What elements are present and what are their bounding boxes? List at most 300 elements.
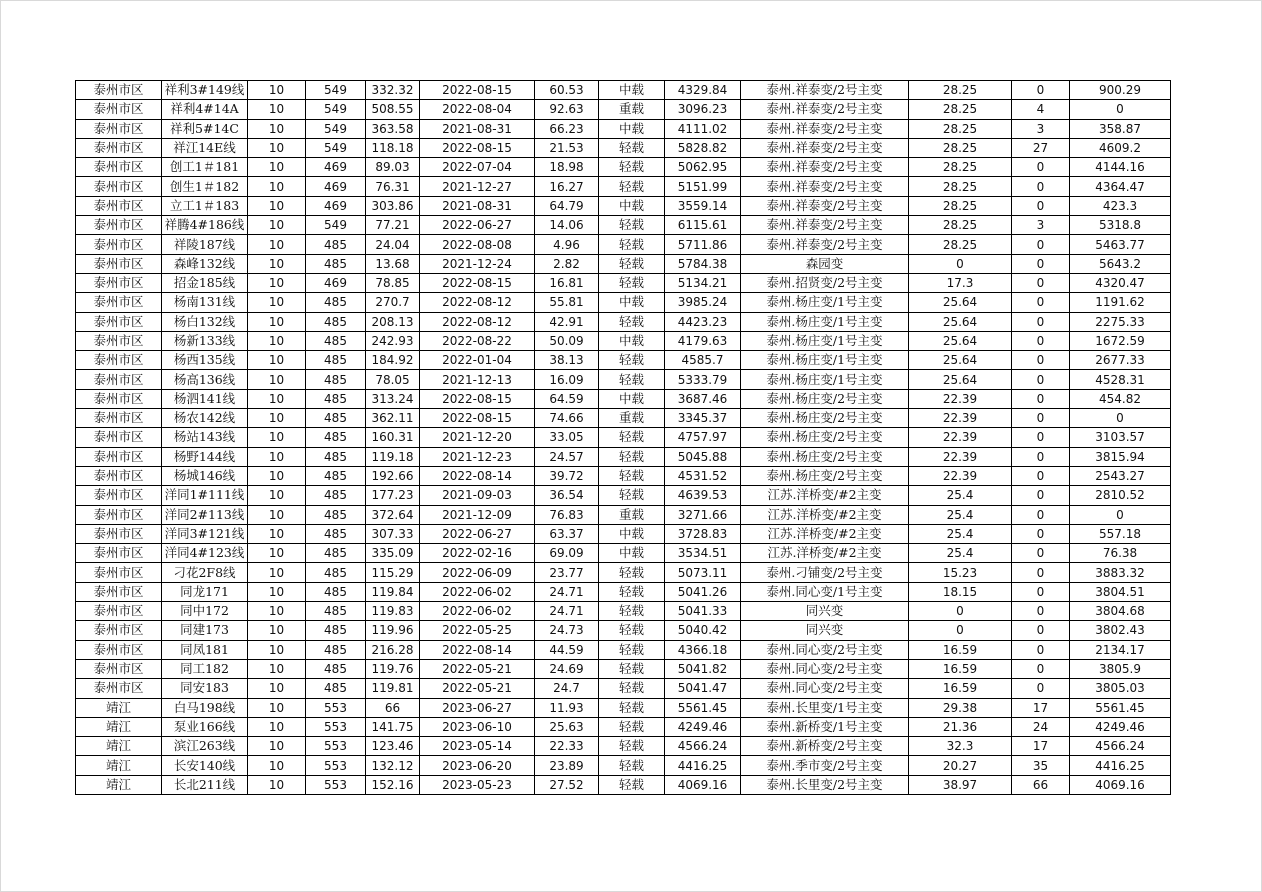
date-cell: 2022-08-15 <box>420 273 535 292</box>
transformer-load-rate-cell: 28.25 <box>909 216 1012 235</box>
district-cell: 泰州市区 <box>76 293 162 312</box>
table-row <box>76 756 1171 775</box>
table-row <box>76 640 1171 659</box>
count-cell: 0 <box>1012 158 1070 177</box>
count-cell: 4 <box>1012 100 1070 119</box>
transformer-load-rate-cell: 25.4 <box>909 524 1012 543</box>
table-row <box>76 389 1171 408</box>
count-cell: 0 <box>1012 679 1070 698</box>
district-cell: 泰州市区 <box>76 621 162 640</box>
spare-capacity-cell: 454.82 <box>1070 389 1171 408</box>
count-cell: 0 <box>1012 466 1070 485</box>
voltage-cell: 10 <box>248 737 306 756</box>
voltage-cell: 10 <box>248 196 306 215</box>
transformer-load-rate-cell: 25.4 <box>909 544 1012 563</box>
load-cell: 141.75 <box>366 717 420 736</box>
load-cell: 313.24 <box>366 389 420 408</box>
date-cell: 2023-06-10 <box>420 717 535 736</box>
spare-capacity-cell: 2810.52 <box>1070 486 1171 505</box>
line-name-cell: 创工1＃181 <box>162 158 248 177</box>
table-row <box>76 486 1171 505</box>
count-cell: 0 <box>1012 640 1070 659</box>
available-capacity-cell: 4757.97 <box>665 428 741 447</box>
load-rate-cell: 74.66 <box>535 409 599 428</box>
count-cell: 0 <box>1012 293 1070 312</box>
date-cell: 2022-06-27 <box>420 216 535 235</box>
line-name-cell: 同工182 <box>162 659 248 678</box>
district-cell: 靖江 <box>76 717 162 736</box>
district-cell: 泰州市区 <box>76 351 162 370</box>
capacity-cell: 485 <box>306 621 366 640</box>
voltage-cell: 10 <box>248 331 306 350</box>
spare-capacity-cell: 5643.2 <box>1070 254 1171 273</box>
transformer-load-rate-cell: 38.97 <box>909 775 1012 794</box>
count-cell: 0 <box>1012 563 1070 582</box>
line-name-cell: 长安140线 <box>162 756 248 775</box>
spare-capacity-cell: 3802.43 <box>1070 621 1171 640</box>
available-capacity-cell: 4423.23 <box>665 312 741 331</box>
count-cell: 0 <box>1012 331 1070 350</box>
line-name-cell: 泵业166线 <box>162 717 248 736</box>
voltage-cell: 10 <box>248 351 306 370</box>
count-cell: 0 <box>1012 428 1070 447</box>
count-cell: 0 <box>1012 389 1070 408</box>
transformer-cell: 泰州.杨庄变/1号主变 <box>741 312 909 331</box>
date-cell: 2022-08-15 <box>420 138 535 157</box>
capacity-cell: 485 <box>306 447 366 466</box>
load-cell: 78.85 <box>366 273 420 292</box>
capacity-cell: 485 <box>306 428 366 447</box>
count-cell: 17 <box>1012 737 1070 756</box>
table-row <box>76 717 1171 736</box>
available-capacity-cell: 4329.84 <box>665 81 741 100</box>
transformer-cell: 泰州.祥泰变/2号主变 <box>741 119 909 138</box>
load-cell: 119.96 <box>366 621 420 640</box>
spare-capacity-cell: 0 <box>1070 100 1171 119</box>
table-row <box>76 544 1171 563</box>
transformer-load-rate-cell: 17.3 <box>909 273 1012 292</box>
load-cell: 118.18 <box>366 138 420 157</box>
spare-capacity-cell: 358.87 <box>1070 119 1171 138</box>
line-name-cell: 祥利4#14A <box>162 100 248 119</box>
transformer-load-rate-cell: 16.59 <box>909 659 1012 678</box>
transformer-cell: 泰州.祥泰变/2号主变 <box>741 158 909 177</box>
load-status-cell: 中载 <box>599 81 665 100</box>
spare-capacity-cell: 4528.31 <box>1070 370 1171 389</box>
available-capacity-cell: 3534.51 <box>665 544 741 563</box>
transformer-load-rate-cell: 28.25 <box>909 119 1012 138</box>
table-body <box>76 81 1171 795</box>
transformer-load-rate-cell: 28.25 <box>909 138 1012 157</box>
spare-capacity-cell: 3804.51 <box>1070 582 1171 601</box>
available-capacity-cell: 4639.53 <box>665 486 741 505</box>
voltage-cell: 10 <box>248 602 306 621</box>
transformer-load-rate-cell: 29.38 <box>909 698 1012 717</box>
date-cell: 2022-08-15 <box>420 81 535 100</box>
load-rate-cell: 24.71 <box>535 582 599 601</box>
table-row <box>76 775 1171 794</box>
capacity-cell: 485 <box>306 351 366 370</box>
load-status-cell: 轻载 <box>599 466 665 485</box>
district-cell: 泰州市区 <box>76 254 162 273</box>
load-cell: 160.31 <box>366 428 420 447</box>
load-rate-cell: 60.53 <box>535 81 599 100</box>
capacity-cell: 485 <box>306 640 366 659</box>
line-name-cell: 杨野144线 <box>162 447 248 466</box>
date-cell: 2022-08-12 <box>420 312 535 331</box>
capacity-cell: 485 <box>306 563 366 582</box>
transformer-cell: 泰州.长里变/2号主变 <box>741 775 909 794</box>
transformer-load-rate-cell: 25.64 <box>909 293 1012 312</box>
capacity-cell: 485 <box>306 331 366 350</box>
load-status-cell: 轻载 <box>599 447 665 466</box>
date-cell: 2022-05-21 <box>420 659 535 678</box>
load-cell: 270.7 <box>366 293 420 312</box>
district-cell: 泰州市区 <box>76 640 162 659</box>
transformer-load-rate-cell: 28.25 <box>909 196 1012 215</box>
district-cell: 泰州市区 <box>76 428 162 447</box>
load-rate-cell: 18.98 <box>535 158 599 177</box>
load-rate-cell: 50.09 <box>535 331 599 350</box>
load-rate-cell: 24.7 <box>535 679 599 698</box>
spare-capacity-cell: 4249.46 <box>1070 717 1171 736</box>
transformer-cell: 同兴变 <box>741 621 909 640</box>
load-status-cell: 轻载 <box>599 756 665 775</box>
count-cell: 0 <box>1012 659 1070 678</box>
transformer-load-rate-cell: 25.64 <box>909 351 1012 370</box>
line-name-cell: 祥利5#14C <box>162 119 248 138</box>
voltage-cell: 10 <box>248 119 306 138</box>
voltage-cell: 10 <box>248 428 306 447</box>
load-status-cell: 中载 <box>599 544 665 563</box>
district-cell: 泰州市区 <box>76 235 162 254</box>
transformer-cell: 泰州.招贤变/2号主变 <box>741 273 909 292</box>
spare-capacity-cell: 3804.68 <box>1070 602 1171 621</box>
capacity-cell: 469 <box>306 158 366 177</box>
load-status-cell: 重载 <box>599 409 665 428</box>
district-cell: 泰州市区 <box>76 602 162 621</box>
load-rate-cell: 36.54 <box>535 486 599 505</box>
table-row <box>76 563 1171 582</box>
table-row <box>76 737 1171 756</box>
date-cell: 2022-08-12 <box>420 293 535 312</box>
district-cell: 泰州市区 <box>76 138 162 157</box>
transformer-cell: 泰州.祥泰变/2号主变 <box>741 235 909 254</box>
load-cell: 508.55 <box>366 100 420 119</box>
available-capacity-cell: 5134.21 <box>665 273 741 292</box>
transformer-load-rate-cell: 0 <box>909 602 1012 621</box>
available-capacity-cell: 5151.99 <box>665 177 741 196</box>
table-row <box>76 254 1171 273</box>
load-status-cell: 中载 <box>599 196 665 215</box>
transformer-load-rate-cell: 20.27 <box>909 756 1012 775</box>
transformer-load-rate-cell: 28.25 <box>909 177 1012 196</box>
transformer-load-rate-cell: 32.3 <box>909 737 1012 756</box>
count-cell: 3 <box>1012 119 1070 138</box>
load-cell: 372.64 <box>366 505 420 524</box>
load-status-cell: 轻载 <box>599 138 665 157</box>
count-cell: 0 <box>1012 351 1070 370</box>
available-capacity-cell: 4416.25 <box>665 756 741 775</box>
date-cell: 2022-06-02 <box>420 582 535 601</box>
district-cell: 泰州市区 <box>76 100 162 119</box>
transformer-load-rate-cell: 28.25 <box>909 81 1012 100</box>
date-cell: 2021-08-31 <box>420 119 535 138</box>
load-rate-cell: 42.91 <box>535 312 599 331</box>
transformer-cell: 泰州.祥泰变/2号主变 <box>741 196 909 215</box>
date-cell: 2023-06-27 <box>420 698 535 717</box>
voltage-cell: 10 <box>248 293 306 312</box>
transformer-load-rate-cell: 28.25 <box>909 235 1012 254</box>
load-status-cell: 轻载 <box>599 775 665 794</box>
transformer-cell: 泰州.同心变/2号主变 <box>741 640 909 659</box>
voltage-cell: 10 <box>248 756 306 775</box>
line-name-cell: 洋同3#121线 <box>162 524 248 543</box>
table-row <box>76 196 1171 215</box>
transformer-load-rate-cell: 25.64 <box>909 370 1012 389</box>
load-rate-cell: 16.09 <box>535 370 599 389</box>
table-row <box>76 81 1171 100</box>
table-row <box>76 659 1171 678</box>
voltage-cell: 10 <box>248 466 306 485</box>
date-cell: 2022-05-21 <box>420 679 535 698</box>
spare-capacity-cell: 4144.16 <box>1070 158 1171 177</box>
load-status-cell: 轻载 <box>599 563 665 582</box>
voltage-cell: 10 <box>248 389 306 408</box>
spare-capacity-cell: 2134.17 <box>1070 640 1171 659</box>
table-row <box>76 177 1171 196</box>
line-name-cell: 洋同2#113线 <box>162 505 248 524</box>
date-cell: 2023-06-20 <box>420 756 535 775</box>
transformer-cell: 森园变 <box>741 254 909 273</box>
transformer-load-rate-cell: 25.64 <box>909 312 1012 331</box>
transformer-load-rate-cell: 25.4 <box>909 486 1012 505</box>
transformer-cell: 泰州.杨庄变/1号主变 <box>741 331 909 350</box>
spare-capacity-cell: 3805.03 <box>1070 679 1171 698</box>
load-cell: 152.16 <box>366 775 420 794</box>
district-cell: 泰州市区 <box>76 196 162 215</box>
count-cell: 0 <box>1012 81 1070 100</box>
load-cell: 119.76 <box>366 659 420 678</box>
load-cell: 78.05 <box>366 370 420 389</box>
count-cell: 66 <box>1012 775 1070 794</box>
transformer-cell: 江苏.洋桥变/#2主变 <box>741 486 909 505</box>
load-status-cell: 轻载 <box>599 486 665 505</box>
date-cell: 2022-06-27 <box>420 524 535 543</box>
date-cell: 2022-07-04 <box>420 158 535 177</box>
load-rate-cell: 21.53 <box>535 138 599 157</box>
load-rate-cell: 69.09 <box>535 544 599 563</box>
load-status-cell: 轻载 <box>599 351 665 370</box>
count-cell: 0 <box>1012 447 1070 466</box>
count-cell: 0 <box>1012 254 1070 273</box>
table-row <box>76 447 1171 466</box>
line-name-cell: 长北211线 <box>162 775 248 794</box>
count-cell: 0 <box>1012 602 1070 621</box>
capacity-cell: 469 <box>306 273 366 292</box>
capacity-cell: 553 <box>306 737 366 756</box>
table-row <box>76 138 1171 157</box>
spare-capacity-cell: 76.38 <box>1070 544 1171 563</box>
district-cell: 泰州市区 <box>76 370 162 389</box>
load-cell: 24.04 <box>366 235 420 254</box>
load-status-cell: 轻载 <box>599 698 665 717</box>
count-cell: 0 <box>1012 486 1070 505</box>
spare-capacity-cell: 2543.27 <box>1070 466 1171 485</box>
transformer-load-rate-cell: 22.39 <box>909 389 1012 408</box>
load-status-cell: 重载 <box>599 505 665 524</box>
voltage-cell: 10 <box>248 544 306 563</box>
load-status-cell: 轻载 <box>599 158 665 177</box>
load-status-cell: 轻载 <box>599 679 665 698</box>
capacity-cell: 549 <box>306 100 366 119</box>
load-cell: 362.11 <box>366 409 420 428</box>
capacity-cell: 549 <box>306 119 366 138</box>
available-capacity-cell: 5041.33 <box>665 602 741 621</box>
load-status-cell: 轻载 <box>599 370 665 389</box>
count-cell: 27 <box>1012 138 1070 157</box>
spare-capacity-cell: 3805.9 <box>1070 659 1171 678</box>
load-status-cell: 轻载 <box>599 428 665 447</box>
transformer-cell: 江苏.洋桥变/#2主变 <box>741 524 909 543</box>
load-cell: 123.46 <box>366 737 420 756</box>
date-cell: 2022-01-04 <box>420 351 535 370</box>
date-cell: 2022-08-15 <box>420 389 535 408</box>
spare-capacity-cell: 900.29 <box>1070 81 1171 100</box>
capacity-cell: 553 <box>306 717 366 736</box>
spare-capacity-cell: 4069.16 <box>1070 775 1171 794</box>
transformer-cell: 泰州.新桥变/2号主变 <box>741 737 909 756</box>
transformer-cell: 泰州.同心变/1号主变 <box>741 582 909 601</box>
available-capacity-cell: 5041.47 <box>665 679 741 698</box>
transformer-load-rate-cell: 22.39 <box>909 409 1012 428</box>
capacity-cell: 485 <box>306 544 366 563</box>
table-row <box>76 409 1171 428</box>
load-cell: 77.21 <box>366 216 420 235</box>
line-name-cell: 森峰132线 <box>162 254 248 273</box>
line-name-cell: 祥腾4#186线 <box>162 216 248 235</box>
transformer-cell: 泰州.祥泰变/2号主变 <box>741 138 909 157</box>
load-status-cell: 轻载 <box>599 273 665 292</box>
date-cell: 2023-05-23 <box>420 775 535 794</box>
available-capacity-cell: 3687.46 <box>665 389 741 408</box>
load-status-cell: 轻载 <box>599 235 665 254</box>
count-cell: 3 <box>1012 216 1070 235</box>
load-cell: 119.84 <box>366 582 420 601</box>
spare-capacity-cell: 5561.45 <box>1070 698 1171 717</box>
district-cell: 泰州市区 <box>76 582 162 601</box>
date-cell: 2022-02-16 <box>420 544 535 563</box>
available-capacity-cell: 3728.83 <box>665 524 741 543</box>
count-cell: 0 <box>1012 196 1070 215</box>
district-cell: 泰州市区 <box>76 466 162 485</box>
load-status-cell: 轻载 <box>599 177 665 196</box>
voltage-cell: 10 <box>248 177 306 196</box>
district-cell: 泰州市区 <box>76 177 162 196</box>
transformer-cell: 泰州.季市变/2号主变 <box>741 756 909 775</box>
capacity-cell: 485 <box>306 679 366 698</box>
voltage-cell: 10 <box>248 273 306 292</box>
transformer-cell: 泰州.同心变/2号主变 <box>741 679 909 698</box>
transformer-load-rate-cell: 22.39 <box>909 428 1012 447</box>
load-rate-cell: 64.79 <box>535 196 599 215</box>
capacity-cell: 549 <box>306 81 366 100</box>
table-row <box>76 158 1171 177</box>
load-status-cell: 轻载 <box>599 254 665 273</box>
voltage-cell: 10 <box>248 621 306 640</box>
transformer-cell: 泰州.杨庄变/1号主变 <box>741 293 909 312</box>
voltage-cell: 10 <box>248 447 306 466</box>
load-rate-cell: 24.73 <box>535 621 599 640</box>
line-name-cell: 杨城146线 <box>162 466 248 485</box>
line-name-cell: 招金185线 <box>162 273 248 292</box>
load-cell: 208.13 <box>366 312 420 331</box>
available-capacity-cell: 3271.66 <box>665 505 741 524</box>
line-name-cell: 祥陵187线 <box>162 235 248 254</box>
voltage-cell: 10 <box>248 235 306 254</box>
line-name-cell: 洋同4#123线 <box>162 544 248 563</box>
count-cell: 0 <box>1012 312 1070 331</box>
table-row <box>76 293 1171 312</box>
transformer-cell: 江苏.洋桥变/#2主变 <box>741 505 909 524</box>
line-name-cell: 立工1＃183 <box>162 196 248 215</box>
line-name-cell: 祥江14E线 <box>162 138 248 157</box>
voltage-cell: 10 <box>248 486 306 505</box>
available-capacity-cell: 5073.11 <box>665 563 741 582</box>
available-capacity-cell: 4249.46 <box>665 717 741 736</box>
spare-capacity-cell: 4566.24 <box>1070 737 1171 756</box>
district-cell: 泰州市区 <box>76 331 162 350</box>
date-cell: 2022-08-08 <box>420 235 535 254</box>
district-cell: 泰州市区 <box>76 679 162 698</box>
district-cell: 泰州市区 <box>76 563 162 582</box>
capacity-cell: 485 <box>306 293 366 312</box>
transformer-load-rate-cell: 18.15 <box>909 582 1012 601</box>
date-cell: 2022-06-02 <box>420 602 535 621</box>
available-capacity-cell: 3985.24 <box>665 293 741 312</box>
transformer-cell: 泰州.刁铺变/2号主变 <box>741 563 909 582</box>
line-name-cell: 白马198线 <box>162 698 248 717</box>
table-row <box>76 119 1171 138</box>
load-cell: 184.92 <box>366 351 420 370</box>
transformer-cell: 泰州.杨庄变/1号主变 <box>741 351 909 370</box>
transformer-cell: 泰州.祥泰变/2号主变 <box>741 216 909 235</box>
available-capacity-cell: 3345.37 <box>665 409 741 428</box>
date-cell: 2021-12-09 <box>420 505 535 524</box>
transformer-load-rate-cell: 0 <box>909 254 1012 273</box>
load-cell: 115.29 <box>366 563 420 582</box>
line-name-cell: 杨泗141线 <box>162 389 248 408</box>
voltage-cell: 10 <box>248 582 306 601</box>
line-name-cell: 同中172 <box>162 602 248 621</box>
load-cell: 89.03 <box>366 158 420 177</box>
count-cell: 0 <box>1012 177 1070 196</box>
transformer-cell: 泰州.杨庄变/2号主变 <box>741 389 909 408</box>
date-cell: 2022-06-09 <box>420 563 535 582</box>
load-status-cell: 中载 <box>599 119 665 138</box>
capacity-cell: 469 <box>306 196 366 215</box>
spare-capacity-cell: 4416.25 <box>1070 756 1171 775</box>
district-cell: 泰州市区 <box>76 447 162 466</box>
load-status-cell: 轻载 <box>599 737 665 756</box>
available-capacity-cell: 6115.61 <box>665 216 741 235</box>
table-row <box>76 370 1171 389</box>
capacity-cell: 485 <box>306 466 366 485</box>
voltage-cell: 10 <box>248 775 306 794</box>
load-rate-cell: 38.13 <box>535 351 599 370</box>
voltage-cell: 10 <box>248 505 306 524</box>
spare-capacity-cell: 2677.33 <box>1070 351 1171 370</box>
